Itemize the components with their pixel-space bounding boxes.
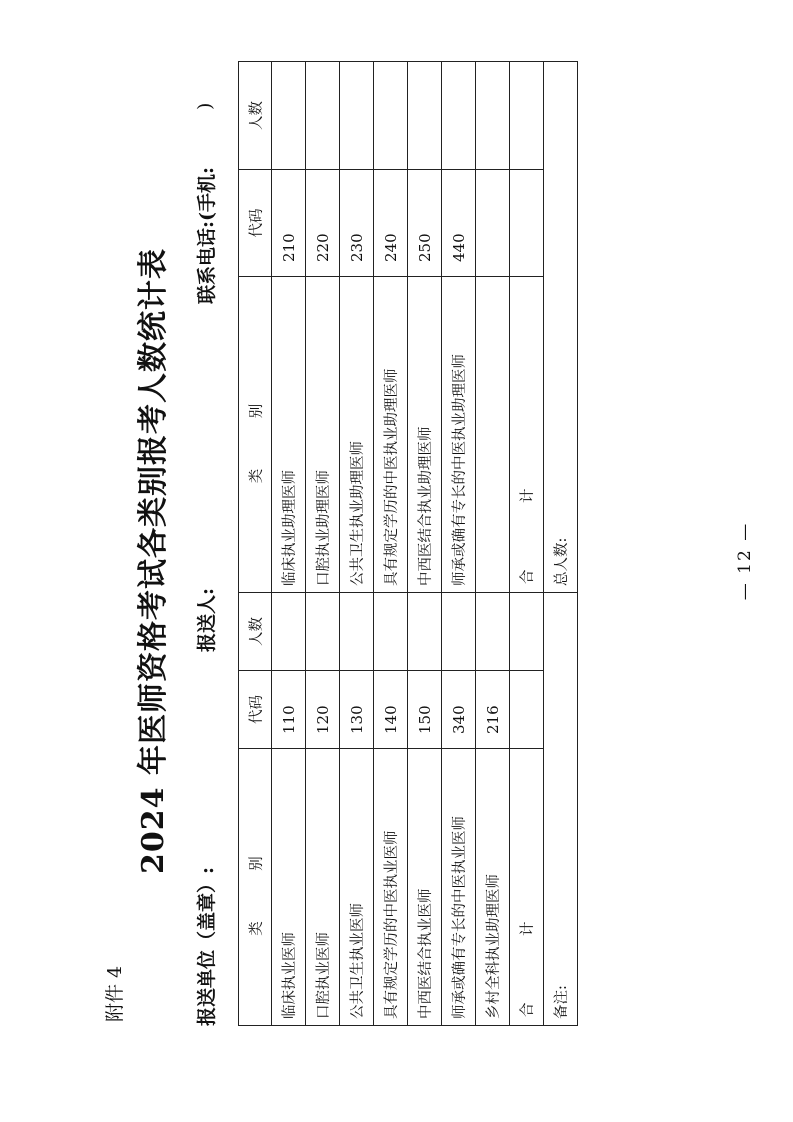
header-category-right: 类 别	[239, 277, 272, 593]
right-category: 具有规定学历的中医执业助理医师	[374, 277, 408, 593]
right-empty-count	[476, 62, 510, 170]
left-category: 中西医结合执业医师	[408, 749, 442, 1026]
left-total-code	[510, 671, 544, 749]
remarks-label: 备注:	[544, 593, 578, 1026]
right-count-cell[interactable]	[306, 62, 340, 170]
statistics-table	[238, 61, 578, 1026]
right-category: 师承或确有专长的中医执业助理医师	[442, 277, 476, 593]
left-count-cell[interactable]	[408, 593, 442, 671]
right-total-count[interactable]	[510, 62, 544, 170]
remarks-row	[544, 62, 578, 1026]
left-code: 140	[374, 671, 408, 749]
right-code: 220	[306, 170, 340, 277]
table-row	[272, 62, 306, 1026]
submitting-unit-label: 报送单位（盖章）:	[196, 866, 218, 1026]
right-category: 临床执业助理医师	[272, 277, 306, 593]
left-category: 师承或确有专长的中医执业医师	[442, 749, 476, 1026]
table-row	[306, 62, 340, 1026]
right-category: 公共卫生执业助理医师	[340, 277, 374, 593]
left-category: 临床执业医师	[272, 749, 306, 1026]
header-code-right: 代码	[239, 170, 272, 277]
right-code: 250	[408, 170, 442, 277]
right-category: 口腔执业助理医师	[306, 277, 340, 593]
page-number: — 12 —	[735, 521, 755, 601]
page-title: 2024 年医师资格考试各类别报考人数统计表	[136, 248, 171, 874]
table-header-row	[239, 62, 272, 1026]
left-category: 乡村全科执业助理医师	[476, 749, 510, 1026]
right-empty-code	[476, 170, 510, 277]
left-category: 具有规定学历的中医执业医师	[374, 749, 408, 1026]
header-count: 人数	[239, 593, 272, 671]
table-row	[374, 62, 408, 1026]
right-code: 440	[442, 170, 476, 277]
right-count-cell[interactable]	[374, 62, 408, 170]
table-row	[340, 62, 374, 1026]
right-count-cell[interactable]	[272, 62, 306, 170]
right-total-code	[510, 170, 544, 277]
phone-label: 联系电话:(手机:	[196, 166, 218, 304]
left-count-cell[interactable]	[374, 593, 408, 671]
total-row	[510, 62, 544, 1026]
left-code: 216	[476, 671, 510, 749]
left-code: 150	[408, 671, 442, 749]
attachment-label: 附件 4	[104, 965, 126, 1022]
header-code: 代码	[239, 671, 272, 749]
left-total-count[interactable]	[510, 593, 544, 671]
total-people-label: 总人数:	[544, 62, 578, 593]
left-code: 340	[442, 671, 476, 749]
right-count-cell[interactable]	[442, 62, 476, 170]
left-code: 110	[272, 671, 306, 749]
left-count-cell[interactable]	[442, 593, 476, 671]
right-code: 210	[272, 170, 306, 277]
left-category: 公共卫生执业医师	[340, 749, 374, 1026]
left-code: 130	[340, 671, 374, 749]
right-count-cell[interactable]	[340, 62, 374, 170]
right-total-label: 合 计	[510, 277, 544, 593]
left-count-cell[interactable]	[340, 593, 374, 671]
phone-close-paren: )	[194, 102, 216, 110]
header-category: 类 别	[239, 749, 272, 1026]
header-count-right: 人数	[239, 62, 272, 170]
right-empty-category	[476, 277, 510, 593]
left-total-label: 合 计	[510, 749, 544, 1026]
left-count-cell[interactable]	[476, 593, 510, 671]
left-count-cell[interactable]	[306, 593, 340, 671]
table-row	[408, 62, 442, 1026]
left-code: 120	[306, 671, 340, 749]
right-code: 240	[374, 170, 408, 277]
sender-label: 报送人:	[196, 587, 218, 652]
table-row	[476, 62, 510, 1026]
table-row	[442, 62, 476, 1026]
left-category: 口腔执业医师	[306, 749, 340, 1026]
left-count-cell[interactable]	[272, 593, 306, 671]
right-code: 230	[340, 170, 374, 277]
right-category: 中西医结合执业助理医师	[408, 277, 442, 593]
right-count-cell[interactable]	[408, 62, 442, 170]
